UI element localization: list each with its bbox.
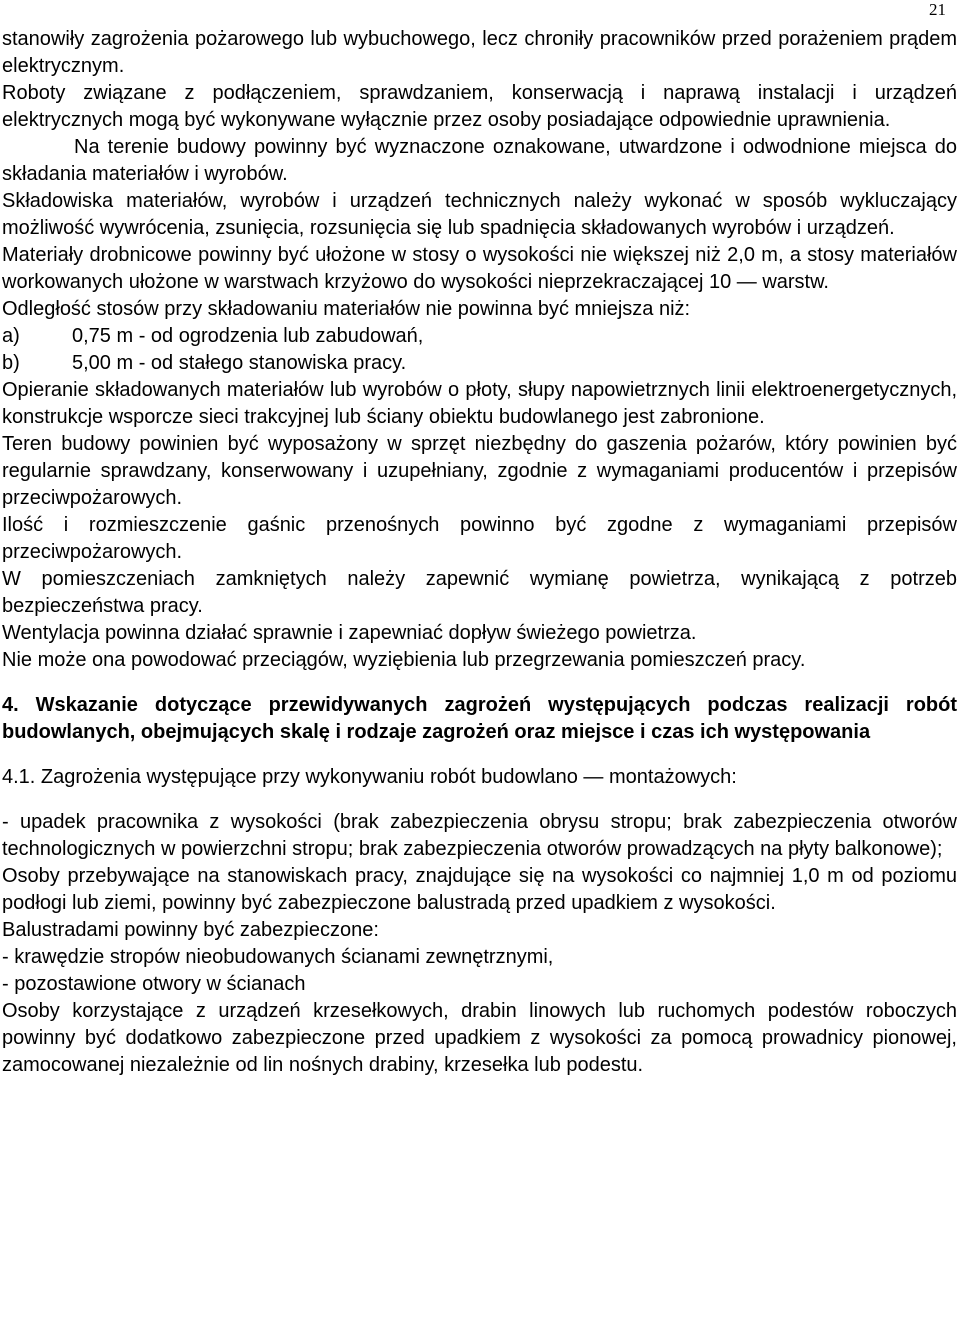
paragraph-balustrade-openings: - pozostawione otwory w ścianach (2, 973, 306, 995)
page-number: 21 (929, 0, 946, 19)
list-item (2, 350, 957, 377)
paragraph-storage-yards: Składowiska materiałów, wyrobów i urządzeń technicznych należy wykonać w sposób wykluczający możliwość wywrócenia, zsunięcia, rozsunięcia się lub spadnięcia składowanych wyrobów i urządzeń. (2, 190, 957, 239)
list-text: 0,75 m - od ogrodzenia lub zabudowań, (72, 325, 424, 347)
paragraph-fall-hazard: - upadek pracownika z wysokości (brak zabezpieczenia obrysu stropu; brak zabezpieczenia otworów technologicznych w powierzchni stropu; brak zabezpieczenia otworów prowadzących na płyty balkonowe); (2, 811, 957, 860)
paragraph-electrical-works: Roboty związane z podłączeniem, sprawdzaniem, konserwacją i naprawą instalacji i urządzeń elektrycznych mogą być wykonywane wyłącznie przez osoby posiadające odpowiednie uprawnienia. (2, 82, 957, 131)
list-text: 5,00 m - od stałego stanowiska pracy. (72, 352, 407, 374)
section-heading: 4. Wskazanie dotyczące przewidywanych zagrożeń występujących podczas realizacji robót budowlanych, obejmujących skalę i rodzaje zagrożeń oraz miejsce i czas ich występowania (2, 694, 957, 743)
paragraph-fall-protection-devices: Osoby korzystające z urządzeń krzesełkowych, drabin linowych lub ruchomych podestów roboczych powinny być dodatkowo zabezpieczone przed upadkiem z wysokości za pomocą prowadnicy pionowej, zamocowanej niezależnie od lin nośnych drabiny, krzesełka lub podestu. (2, 1000, 957, 1076)
paragraph-fire-equipment: Teren budowy powinien być wyposażony w sprzęt niezbędny do gaszenia pożarów, który powinien być regularnie sprawdzany, konserwowany i uzupełniany, zgodnie z wymaganiami producentów i przepisów przeciwpożarowych. (2, 433, 957, 509)
subsection-heading: 4.1. Zagrożenia występujące przy wykonywaniu robót budowlano — montażowych: (2, 766, 737, 788)
paragraph-stack-distance: Odległość stosów przy składowaniu materiałów nie powinna być mniejsza niż: (2, 298, 691, 320)
paragraph-balustrade-edges: - krawędzie stropów nieobudowanych ścianami zewnętrznymi, (2, 946, 554, 968)
paragraph-storage-places: Na terenie budowy powinny być wyznaczone oznakowane, utwardzone i odwodnione miejsca do składania materiałów i wyrobów. (2, 136, 957, 185)
list-marker: a) (2, 325, 20, 347)
paragraph-draughts: Nie może ona powodować przeciągów, wyziębienia lub przegrzewania pomieszczeń pracy. (2, 649, 806, 671)
paragraph-stack-height: Materiały drobnicowe powinny być ułożone w stosy o wysokości nie większej niż 2,0 m, a stosy materiałów workowanych ułożone w warstwach krzyżowo do wysokości nieprzekraczającej 10 — warstw. (2, 244, 957, 293)
list-marker: b) (2, 352, 20, 374)
paragraph-electrical-protection: stanowiły zagrożenia pożarowego lub wybuchowego, lecz chroniły pracowników przed porażeniem prądem elektrycznym. (2, 28, 957, 77)
paragraph-extinguishers: Ilość i rozmieszczenie gaśnic przenośnych powinno być zgodne z wymaganiami przepisów przeciwpożarowych. (2, 514, 957, 563)
paragraph-ventilation: Wentylacja powinna działać sprawnie i zapewniać dopływ świeżego powietrza. (2, 622, 697, 644)
list-item (2, 323, 957, 350)
paragraph-balustrade-requirement: Osoby przebywające na stanowiskach pracy, znajdujące się na wysokości co najmniej 1,0 m od poziomu podłogi lub ziemi, powinny być zabezpieczone balustradą przed upadkiem z wysokości. (2, 865, 957, 914)
paragraph-air-exchange: W pomieszczeniach zamkniętych należy zapewnić wymianę powietrza, wynikającą z potrzeb bezpieczeństwa pracy. (2, 568, 957, 617)
paragraph-leaning-forbidden: Opieranie składowanych materiałów lub wyrobów o płoty, słupy napowietrznych linii elektroenergetycznych, konstrukcje wsporcze sieci trakcyjnej lub ściany obiektu budowlanego jest zabronione. (2, 379, 957, 428)
document-body (2, 26, 957, 1079)
paragraph-balustrade-intro: Balustradami powinny być zabezpieczone: (2, 919, 379, 941)
